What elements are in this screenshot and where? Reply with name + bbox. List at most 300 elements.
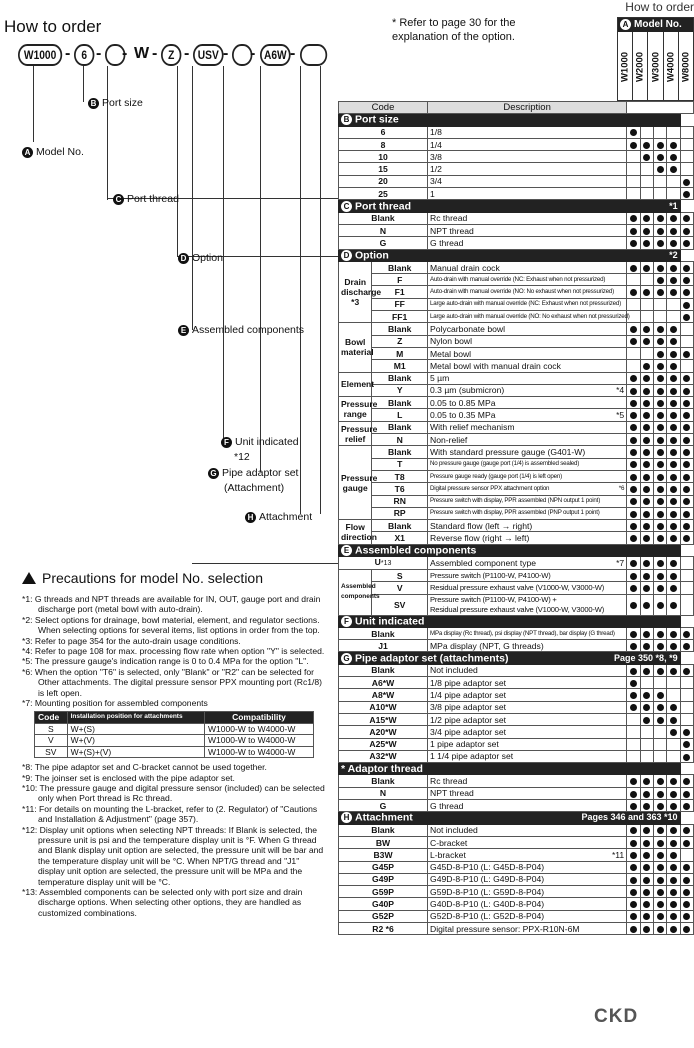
desc-cell: [428, 726, 627, 738]
desc-cell: [428, 298, 627, 310]
table-row: [339, 163, 694, 175]
available-dot: [657, 215, 664, 222]
section-header: [339, 249, 694, 261]
section-title-text: Port size: [355, 113, 399, 126]
table-row: [339, 224, 694, 236]
desc-cell: [428, 409, 627, 421]
desc-cell: [428, 569, 627, 581]
avail-cell: [627, 274, 640, 286]
available-dot: [670, 926, 677, 933]
code-cell: FF1: [372, 311, 428, 323]
avail-cell: [627, 738, 640, 750]
avail-cell: [640, 311, 653, 323]
table-row: [339, 298, 694, 310]
avail-cell: [627, 470, 640, 482]
desc-text: Large auto-drain with manual override (NC: Exhaust when not pressurized): [430, 300, 621, 308]
desc-cell: [428, 274, 627, 286]
available-dot: [683, 289, 690, 296]
model-col-label: W2000: [634, 51, 646, 83]
table-row: [339, 677, 694, 689]
desc-text: G thread: [430, 800, 464, 811]
avail-cell: [640, 261, 653, 273]
table-row: [339, 640, 694, 652]
available-dot: [630, 400, 637, 407]
desc-text: G49D-8-P10 (L: G49D-8-P04): [430, 874, 545, 885]
avail-cell: [667, 311, 680, 323]
desc-cell: [428, 286, 627, 298]
avail-cell: [667, 836, 680, 848]
badge-d: D: [341, 250, 352, 261]
avail-cell: [627, 800, 640, 812]
available-dot: [670, 864, 677, 871]
available-dot: [643, 375, 650, 382]
available-dot: [670, 729, 677, 736]
avail-cell: [680, 898, 693, 910]
callout-text: Unit indicated: [235, 436, 299, 448]
available-dot: [630, 889, 637, 896]
avail-cell: [680, 409, 693, 421]
available-dot: [630, 228, 637, 235]
avail-cell: [640, 212, 653, 224]
avail-cell: [640, 458, 653, 470]
table-row: [339, 323, 694, 335]
desc-text: G40D-8-P10 (L: G40D-8-P04): [430, 899, 545, 910]
available-dot: [670, 375, 677, 382]
available-dot: [670, 560, 677, 567]
row-note: *6: [618, 484, 625, 492]
precaution-note: *11: For details on mounting the L-bracket, refer to (2. Regulator) of "Cautions and Installation & Adjustment" (page 357).: [22, 803, 318, 825]
available-dot: [657, 363, 664, 370]
table-row: [339, 627, 694, 639]
avail-cell: [680, 372, 693, 384]
desc-cell: [428, 372, 627, 384]
available-dot: [683, 265, 690, 272]
table-row: [339, 458, 694, 470]
available-dot: [643, 573, 650, 580]
section-title: [339, 652, 681, 664]
desc-cell: [428, 556, 627, 569]
desc-text: 3/8: [430, 151, 442, 162]
available-dot: [683, 668, 690, 675]
avail-cell: [653, 898, 666, 910]
avail-cell: [640, 434, 653, 446]
available-dot: [657, 692, 664, 699]
avail-cell: [627, 409, 640, 421]
precaution-note: *6: When the option "T6" is selected, only "Blank" or "R2" can be selected for Other attachments. The digital pressure sensor PPX mounting port (Rc1/8) is left open.: [22, 666, 323, 698]
table-row: [339, 335, 694, 347]
desc-text: Digital pressure sensor PPX attachment option: [430, 484, 550, 492]
callout-port-thread: [113, 193, 179, 205]
available-dot: [643, 215, 650, 222]
compat-row: [35, 746, 314, 757]
desc-text: 1/4: [430, 139, 442, 150]
avail-cell: [667, 800, 680, 812]
avail-cell: [653, 298, 666, 310]
option-reference-note: * Refer to page 30 for the explanation of the option.: [392, 17, 516, 43]
avail-cell: [627, 750, 640, 762]
table-row: [339, 836, 694, 848]
available-dot: [630, 668, 637, 675]
compat-row: [35, 723, 314, 734]
avail-cell: [653, 495, 666, 507]
available-dot: [657, 901, 664, 908]
available-dot: [630, 535, 637, 542]
code-text: U: [374, 556, 381, 567]
available-dot: [670, 791, 677, 798]
avail-cell: [680, 507, 693, 519]
avail-cell: [667, 750, 680, 762]
code-cell: G: [339, 800, 428, 812]
section-header: [339, 615, 694, 627]
avail-cell: [667, 713, 680, 725]
avail-cell: [667, 188, 680, 200]
available-dot: [643, 877, 650, 884]
callout-text: Assembled components: [192, 324, 305, 336]
avail-cell: [640, 470, 653, 482]
avail-cell: [680, 274, 693, 286]
desc-text: Polycarbonate bowl: [430, 323, 506, 334]
precaution-note: *12: Display unit options when selecting NPT threads: If Blank is selected, the pressure unit is psi and the temperature display unit is °F. When G thread and Blank display unit option are selected, the pressure unit will be bar and the temperature display unit will be °C. When NPT/G thread and "J1" display unit option are selected, the pressure unit will be MPa and the temperature display unit will be °C.: [22, 824, 324, 887]
available-dot: [657, 877, 664, 884]
code-cell: G52P: [339, 910, 428, 922]
avail-cell: [640, 298, 653, 310]
desc-cell: [428, 800, 627, 812]
avail-cell: [627, 520, 640, 532]
available-dot: [670, 449, 677, 456]
available-dot: [657, 289, 664, 296]
avail-cell: [653, 212, 666, 224]
avail-cell: [627, 421, 640, 433]
option-group: [339, 397, 378, 422]
avail-cell: [653, 849, 666, 861]
avail-cell: [680, 126, 693, 138]
available-dot: [657, 142, 664, 149]
desc-text: 5 µm: [430, 373, 450, 384]
callout-attachment: [245, 511, 312, 523]
available-dot: [630, 643, 637, 650]
attachment-pill: [300, 44, 327, 66]
avail-cell: [680, 434, 693, 446]
desc-text: 1 1/4 pipe adaptor set: [430, 751, 514, 762]
avail-cell: [640, 627, 653, 639]
code-cell: G40P: [339, 898, 428, 910]
avail-cell: [667, 434, 680, 446]
group-name: Assembled components: [341, 583, 380, 601]
avail-cell: [640, 274, 653, 286]
desc-cell: [428, 873, 627, 885]
available-dot: [657, 717, 664, 724]
avail-cell: [667, 861, 680, 873]
avail-cell: [640, 175, 653, 187]
available-dot: [643, 864, 650, 871]
available-dot: [683, 498, 690, 505]
avail-cell: [680, 664, 693, 676]
desc-cell: [428, 640, 627, 652]
avail-cell: [667, 470, 680, 482]
table-row: [339, 689, 694, 701]
available-dot: [670, 631, 677, 638]
avail-cell: [640, 126, 653, 138]
desc-cell: [428, 738, 627, 750]
callout-unit-note: *12: [234, 451, 250, 463]
avail-cell: [680, 582, 693, 594]
available-dot: [657, 412, 664, 419]
available-dot: [657, 424, 664, 431]
avail-cell: [627, 713, 640, 725]
table-row: [339, 787, 694, 799]
callout-text: Pipe adaptor set: [222, 467, 299, 479]
available-dot: [670, 602, 677, 609]
avail-cell: [627, 495, 640, 507]
avail-cell: [667, 569, 680, 581]
code-cell: A32*W: [339, 750, 428, 762]
table-row: [339, 898, 694, 910]
group-name: Drain discharge: [341, 277, 382, 298]
avail-cell: [627, 861, 640, 873]
avail-cell: [627, 261, 640, 273]
avail-cell: [653, 261, 666, 273]
avail-cell: [680, 458, 693, 470]
available-dot: [670, 498, 677, 505]
available-dot: [683, 461, 690, 468]
code-cell: BW: [339, 836, 428, 848]
header-right-title: How to order: [625, 0, 694, 14]
table-row: [339, 664, 694, 676]
available-dot: [657, 437, 664, 444]
model-col-label: W8000: [680, 51, 692, 83]
badge-f: F: [221, 437, 232, 448]
available-dot: [657, 166, 664, 173]
available-dot: [630, 852, 637, 859]
table-row: [339, 701, 694, 713]
desc-text: 1/8 pipe adaptor set: [430, 677, 506, 688]
code-cell: B3W: [339, 849, 428, 861]
avail-cell: [680, 701, 693, 713]
available-dot: [657, 486, 664, 493]
avail-cell: [653, 175, 666, 187]
available-dot: [657, 400, 664, 407]
desc-cell: [428, 910, 627, 922]
desc-text: G thread: [430, 237, 464, 248]
available-dot: [670, 474, 677, 481]
desc-text: C-bracket: [430, 837, 468, 848]
available-dot: [630, 803, 637, 810]
row-note: *5: [616, 410, 625, 421]
avail-cell: [667, 212, 680, 224]
avail-cell: [667, 224, 680, 236]
table-row: [339, 923, 694, 935]
desc-text: Pressure switch with display, PPR assembled (PNP output 1 point): [430, 509, 600, 517]
avail-cell: [640, 677, 653, 689]
col-code: Code: [339, 102, 428, 114]
order-table: [338, 101, 694, 935]
avail-cell: [640, 409, 653, 421]
avail-cell: [680, 556, 693, 569]
available-dot: [643, 474, 650, 481]
callout-text: Port size: [102, 97, 143, 109]
desc-text: Nylon bowl: [430, 336, 473, 347]
available-dot: [683, 827, 690, 834]
available-dot: [657, 498, 664, 505]
avail-cell: [667, 689, 680, 701]
avail-cell: [653, 421, 666, 433]
badge-b: B: [88, 98, 99, 109]
avail-cell: [680, 640, 693, 652]
avail-cell: [667, 261, 680, 273]
avail-cell: [667, 677, 680, 689]
avail-cell: [680, 594, 693, 615]
desc-cell: [428, 594, 627, 615]
avail-cell: [640, 237, 653, 249]
desc-text: 3/8 pipe adaptor set: [430, 702, 506, 713]
desc-cell: [428, 458, 627, 470]
available-dot: [670, 717, 677, 724]
available-dot: [670, 852, 677, 859]
precaution-note: *4: Refer to page 108 for max. processing flow rate when option "Y" is selected.: [22, 646, 325, 657]
available-dot: [630, 704, 637, 711]
desc-text: Metal bowl: [430, 348, 472, 359]
model-col: [632, 32, 647, 102]
available-dot: [657, 474, 664, 481]
hyphen: -: [290, 45, 296, 62]
available-dot: [630, 142, 637, 149]
available-dot: [657, 803, 664, 810]
available-dot: [683, 729, 690, 736]
avail-cell: [653, 397, 666, 409]
available-dot: [630, 692, 637, 699]
avail-cell: [640, 397, 653, 409]
available-dot: [683, 437, 690, 444]
table-row: [339, 261, 694, 273]
desc-text: Rc thread: [430, 213, 468, 224]
desc-text: With standard pressure gauge (G401-W): [430, 446, 586, 457]
available-dot: [670, 889, 677, 896]
code-cell: X1: [372, 532, 428, 544]
avail-cell: [680, 750, 693, 762]
available-dot: [643, 289, 650, 296]
available-dot: [630, 523, 637, 530]
badge-g: G: [208, 468, 219, 479]
avail-cell: [680, 726, 693, 738]
precaution-note: *8: The pipe adaptor set and C-bracket cannot be used together.: [22, 762, 267, 773]
callout-text: Model No.: [36, 146, 84, 158]
available-dot: [630, 680, 637, 687]
avail-cell: [640, 873, 653, 885]
available-dot: [670, 486, 677, 493]
available-dot: [670, 240, 677, 247]
avail-cell: [640, 726, 653, 738]
avail-cell: [680, 237, 693, 249]
avail-cell: [667, 151, 680, 163]
callout-port-size: [88, 97, 143, 109]
compat-col-compat: Compatibility: [204, 712, 313, 723]
avail-cell: [653, 569, 666, 581]
assembled-pill: USV: [193, 44, 224, 66]
code-cell: Y: [372, 384, 428, 396]
code-cell: Blank: [372, 421, 428, 433]
table-row: [339, 849, 694, 861]
available-dot: [670, 142, 677, 149]
desc-text: Not included: [430, 825, 478, 836]
desc-cell: [428, 138, 627, 150]
group-name: Pressure gauge: [341, 472, 378, 493]
avail-cell: [627, 126, 640, 138]
avail-cell: [680, 138, 693, 150]
table-row: [339, 861, 694, 873]
available-dot: [683, 302, 690, 309]
code-cell: Blank: [339, 627, 428, 639]
table-row: [339, 212, 694, 224]
available-dot: [683, 388, 690, 395]
avail-cell: [680, 910, 693, 922]
avail-cell: [667, 886, 680, 898]
avail-cell: [667, 495, 680, 507]
available-dot: [670, 461, 677, 468]
avail-cell: [653, 311, 666, 323]
table-row: [339, 556, 694, 569]
code-cell: T6: [372, 483, 428, 495]
avail-cell: [627, 384, 640, 396]
avail-cell: [653, 224, 666, 236]
callout-text: Option: [192, 252, 223, 264]
group-note: *3: [351, 297, 360, 308]
badge-c: C: [113, 194, 124, 205]
section-title: [339, 763, 681, 775]
group-name: Flow direction: [341, 521, 377, 542]
available-dot: [643, 717, 650, 724]
desc-text: 0.05 to 0.85 MPa: [430, 397, 496, 408]
available-dot: [643, 704, 650, 711]
available-dot: [683, 511, 690, 518]
available-dot: [657, 791, 664, 798]
table-row: [339, 237, 694, 249]
available-dot: [630, 474, 637, 481]
code-cell: G49P: [339, 873, 428, 885]
desc-cell: [428, 495, 627, 507]
avail-cell: [680, 470, 693, 482]
available-dot: [683, 901, 690, 908]
available-dot: [643, 363, 650, 370]
available-dot: [630, 461, 637, 468]
avail-cell: [680, 861, 693, 873]
table-row: [339, 824, 694, 836]
desc-text: 3/4: [430, 176, 442, 187]
desc-cell: [428, 627, 627, 639]
avail-cell: [640, 594, 653, 615]
available-dot: [657, 778, 664, 785]
table-row: [339, 775, 694, 787]
section-note: *2: [669, 249, 678, 260]
code-cell: T8: [372, 470, 428, 482]
code-cell: A6*W: [339, 677, 428, 689]
desc-cell: [428, 397, 627, 409]
avail-cell: [627, 347, 640, 359]
desc-text: 3/4 pipe adaptor set: [430, 726, 506, 737]
table-row: [339, 886, 694, 898]
avail-cell: [627, 849, 640, 861]
available-dot: [670, 585, 677, 592]
table-row: [339, 360, 694, 372]
code-cell: Blank: [339, 212, 428, 224]
avail-cell: [653, 787, 666, 799]
desc-cell: [428, 750, 627, 762]
avail-cell: [627, 397, 640, 409]
warning-icon: [22, 572, 36, 584]
available-dot: [670, 901, 677, 908]
avail-cell: [667, 421, 680, 433]
group-name: Pressure range: [341, 398, 378, 419]
table-row: [339, 483, 694, 495]
